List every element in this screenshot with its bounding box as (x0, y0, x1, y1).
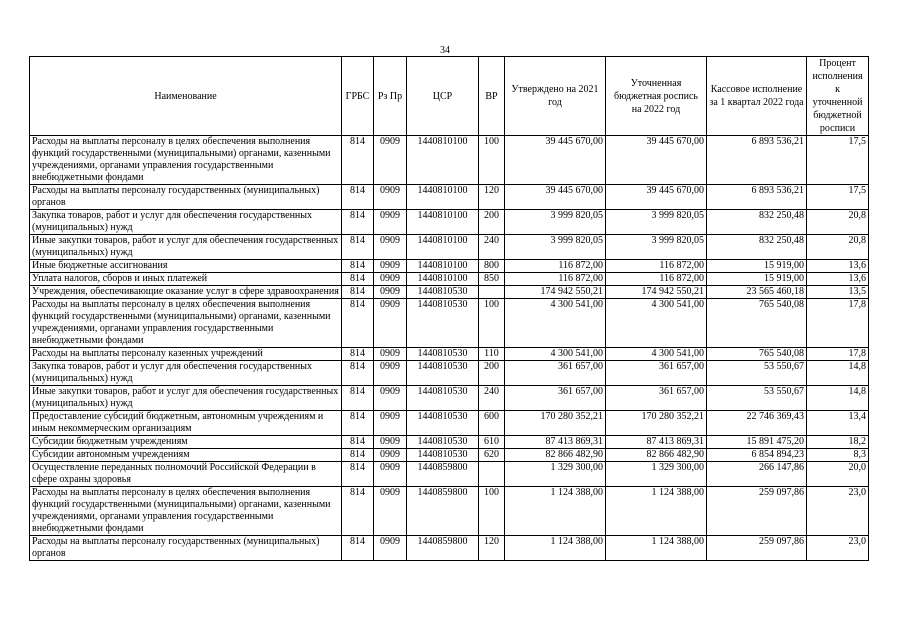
cell-vr: 100 (479, 299, 505, 348)
cell-vr: 240 (479, 386, 505, 411)
budget-table (29, 56, 869, 561)
cell-approved: 1 329 300,00 (505, 462, 606, 487)
cell-approved: 4 300 541,00 (505, 348, 606, 361)
cell-cash: 53 550,67 (707, 386, 807, 411)
cell-name: Субсидии автономным учреждениям (30, 449, 342, 462)
cell-percent: 17,5 (807, 185, 869, 210)
cell-approved: 174 942 550,21 (505, 286, 606, 299)
cell-cash: 832 250,48 (707, 210, 807, 235)
cell-percent: 14,8 (807, 361, 869, 386)
cell-refined: 3 999 820,05 (606, 210, 707, 235)
cell-approved: 39 445 670,00 (505, 185, 606, 210)
cell-csr: 1440859800 (407, 487, 479, 536)
cell-refined: 87 413 869,31 (606, 436, 707, 449)
cell-percent: 17,5 (807, 136, 869, 185)
cell-vr: 120 (479, 536, 505, 561)
cell-name: Расходы на выплаты персоналу в целях обеспечения выполнения функций государственными (муниципальными) органами, казенными учреждениями, органами управления государственными внебюджетными фондами (30, 136, 342, 185)
cell-grbs: 814 (342, 299, 374, 348)
cell-refined: 116 872,00 (606, 260, 707, 273)
cell-approved: 361 657,00 (505, 361, 606, 386)
header-rzpr: Рз Пр (374, 57, 407, 136)
table-row (30, 286, 869, 299)
cell-grbs: 814 (342, 536, 374, 561)
cell-approved: 1 124 388,00 (505, 536, 606, 561)
cell-vr: 600 (479, 411, 505, 436)
cell-name: Иные закупки товаров, работ и услуг для обеспечения государственных (муниципальных) нужд (30, 386, 342, 411)
cell-name: Иные закупки товаров, работ и услуг для обеспечения государственных (муниципальных) нужд (30, 235, 342, 260)
table-row (30, 260, 869, 273)
cell-cash: 832 250,48 (707, 235, 807, 260)
cell-approved: 3 999 820,05 (505, 210, 606, 235)
cell-vr: 850 (479, 273, 505, 286)
cell-rzpr: 0909 (374, 436, 407, 449)
cell-approved: 82 866 482,90 (505, 449, 606, 462)
cell-name: Расходы на выплаты персоналу государственных (муниципальных) органов (30, 185, 342, 210)
cell-vr: 100 (479, 487, 505, 536)
cell-name: Расходы на выплаты персоналу в целях обеспечения выполнения функций государственными (муниципальными) органами, казенными учреждениями, органами управления государственными внебюджетными фондами (30, 487, 342, 536)
cell-csr: 1440810530 (407, 348, 479, 361)
cell-cash: 266 147,86 (707, 462, 807, 487)
table-row (30, 462, 869, 487)
cell-cash: 15 919,00 (707, 260, 807, 273)
cell-percent: 13,4 (807, 411, 869, 436)
cell-grbs: 814 (342, 462, 374, 487)
cell-cash: 15 919,00 (707, 273, 807, 286)
header-row (30, 57, 869, 136)
cell-rzpr: 0909 (374, 386, 407, 411)
cell-cash: 6 854 894,23 (707, 449, 807, 462)
cell-grbs: 814 (342, 386, 374, 411)
cell-csr: 1440810530 (407, 361, 479, 386)
table-row (30, 536, 869, 561)
cell-refined: 116 872,00 (606, 273, 707, 286)
cell-name: Закупка товаров, работ и услуг для обеспечения государственных (муниципальных) нужд (30, 361, 342, 386)
table-row (30, 348, 869, 361)
cell-grbs: 814 (342, 210, 374, 235)
header-grbs: ГРБС (342, 57, 374, 136)
cell-grbs: 814 (342, 449, 374, 462)
cell-refined: 1 329 300,00 (606, 462, 707, 487)
cell-grbs: 814 (342, 411, 374, 436)
header-refined: Уточненная бюджетная роспись на 2022 год (606, 57, 707, 136)
header-name: Наименование (30, 57, 342, 136)
cell-approved: 87 413 869,31 (505, 436, 606, 449)
table-row (30, 449, 869, 462)
cell-cash: 259 097,86 (707, 536, 807, 561)
cell-approved: 4 300 541,00 (505, 299, 606, 348)
cell-vr: 800 (479, 260, 505, 273)
page-number: 34 (440, 45, 450, 56)
table-row (30, 235, 869, 260)
cell-csr: 1440810530 (407, 386, 479, 411)
cell-cash: 53 550,67 (707, 361, 807, 386)
cell-refined: 3 999 820,05 (606, 235, 707, 260)
cell-name: Учреждения, обеспечивающие оказание услуг в сфере здравоохранения (30, 286, 342, 299)
cell-csr: 1440810100 (407, 136, 479, 185)
cell-vr: 110 (479, 348, 505, 361)
cell-grbs: 814 (342, 260, 374, 273)
table-row (30, 136, 869, 185)
cell-grbs: 814 (342, 286, 374, 299)
cell-rzpr: 0909 (374, 273, 407, 286)
cell-rzpr: 0909 (374, 235, 407, 260)
table-row (30, 210, 869, 235)
cell-csr: 1440810530 (407, 286, 479, 299)
cell-csr: 1440810100 (407, 235, 479, 260)
cell-percent: 18,2 (807, 436, 869, 449)
cell-percent: 8,3 (807, 449, 869, 462)
cell-csr: 1440859800 (407, 462, 479, 487)
cell-rzpr: 0909 (374, 286, 407, 299)
cell-csr: 1440810100 (407, 273, 479, 286)
cell-name: Расходы на выплаты персоналу в целях обеспечения выполнения функций государственными (муниципальными) органами, казенными учреждениями, органами управления государственными внебюджетными фондами (30, 299, 342, 348)
cell-percent: 14,8 (807, 386, 869, 411)
cell-rzpr: 0909 (374, 411, 407, 436)
cell-rzpr: 0909 (374, 487, 407, 536)
cell-name: Субсидии бюджетным учреждениям (30, 436, 342, 449)
cell-grbs: 814 (342, 273, 374, 286)
cell-name: Расходы на выплаты персоналу казенных учреждений (30, 348, 342, 361)
cell-grbs: 814 (342, 487, 374, 536)
cell-cash: 765 540,08 (707, 348, 807, 361)
cell-vr: 610 (479, 436, 505, 449)
cell-approved: 3 999 820,05 (505, 235, 606, 260)
cell-approved: 116 872,00 (505, 260, 606, 273)
cell-name: Закупка товаров, работ и услуг для обеспечения государственных (муниципальных) нужд (30, 210, 342, 235)
cell-percent: 13,5 (807, 286, 869, 299)
cell-csr: 1440859800 (407, 536, 479, 561)
cell-csr: 1440810100 (407, 210, 479, 235)
cell-csr: 1440810530 (407, 411, 479, 436)
cell-percent: 17,8 (807, 299, 869, 348)
cell-rzpr: 0909 (374, 136, 407, 185)
cell-refined: 1 124 388,00 (606, 536, 707, 561)
header-csr: ЦСР (407, 57, 479, 136)
cell-grbs: 814 (342, 185, 374, 210)
cell-csr: 1440810100 (407, 185, 479, 210)
cell-vr: 620 (479, 449, 505, 462)
cell-name: Расходы на выплаты персоналу государственных (муниципальных) органов (30, 536, 342, 561)
cell-percent: 13,6 (807, 273, 869, 286)
cell-cash: 22 746 369,43 (707, 411, 807, 436)
cell-percent: 23,0 (807, 536, 869, 561)
cell-refined: 1 124 388,00 (606, 487, 707, 536)
cell-vr: 100 (479, 136, 505, 185)
cell-percent: 17,8 (807, 348, 869, 361)
cell-vr: 200 (479, 361, 505, 386)
cell-approved: 361 657,00 (505, 386, 606, 411)
cell-vr (479, 286, 505, 299)
table-row (30, 487, 869, 536)
cell-name: Предоставление субсидий бюджетным, автономным учреждениям и иным некоммерческим организациям (30, 411, 342, 436)
cell-approved: 116 872,00 (505, 273, 606, 286)
cell-vr (479, 462, 505, 487)
header-vr: ВР (479, 57, 505, 136)
cell-name: Уплата налогов, сборов и иных платежей (30, 273, 342, 286)
table-row (30, 185, 869, 210)
table-row (30, 273, 869, 286)
cell-csr: 1440810530 (407, 449, 479, 462)
cell-percent: 13,6 (807, 260, 869, 273)
cell-refined: 170 280 352,21 (606, 411, 707, 436)
cell-name: Иные бюджетные ассигнования (30, 260, 342, 273)
cell-rzpr: 0909 (374, 462, 407, 487)
table-row (30, 386, 869, 411)
cell-rzpr: 0909 (374, 299, 407, 348)
cell-refined: 82 866 482,90 (606, 449, 707, 462)
cell-rzpr: 0909 (374, 361, 407, 386)
cell-grbs: 814 (342, 136, 374, 185)
cell-rzpr: 0909 (374, 348, 407, 361)
cell-refined: 39 445 670,00 (606, 185, 707, 210)
cell-refined: 39 445 670,00 (606, 136, 707, 185)
cell-rzpr: 0909 (374, 536, 407, 561)
cell-refined: 4 300 541,00 (606, 299, 707, 348)
cell-rzpr: 0909 (374, 210, 407, 235)
cell-rzpr: 0909 (374, 185, 407, 210)
cell-approved: 1 124 388,00 (505, 487, 606, 536)
cell-csr: 1440810530 (407, 436, 479, 449)
cell-csr: 1440810530 (407, 299, 479, 348)
cell-grbs: 814 (342, 348, 374, 361)
cell-cash: 6 893 536,21 (707, 136, 807, 185)
cell-csr: 1440810100 (407, 260, 479, 273)
header-approved: Утверждено на 2021 год (505, 57, 606, 136)
cell-refined: 174 942 550,21 (606, 286, 707, 299)
cell-grbs: 814 (342, 235, 374, 260)
table-row (30, 411, 869, 436)
cell-approved: 39 445 670,00 (505, 136, 606, 185)
cell-percent: 20,8 (807, 235, 869, 260)
cell-refined: 361 657,00 (606, 386, 707, 411)
cell-cash: 15 891 475,20 (707, 436, 807, 449)
cell-rzpr: 0909 (374, 260, 407, 273)
cell-cash: 259 097,86 (707, 487, 807, 536)
cell-name: Осуществление переданных полномочий Российской Федерации в сфере охраны здоровья (30, 462, 342, 487)
header-cash: Кассовое исполнение за 1 квартал 2022 года (707, 57, 807, 136)
cell-approved: 170 280 352,21 (505, 411, 606, 436)
cell-cash: 765 540,08 (707, 299, 807, 348)
cell-rzpr: 0909 (374, 449, 407, 462)
cell-percent: 20,8 (807, 210, 869, 235)
cell-refined: 361 657,00 (606, 361, 707, 386)
cell-percent: 20,0 (807, 462, 869, 487)
cell-refined: 4 300 541,00 (606, 348, 707, 361)
cell-cash: 6 893 536,21 (707, 185, 807, 210)
header-percent: Процент исполнения к уточненной бюджетной росписи (807, 57, 869, 136)
table-row (30, 436, 869, 449)
cell-vr: 200 (479, 210, 505, 235)
cell-grbs: 814 (342, 436, 374, 449)
cell-vr: 240 (479, 235, 505, 260)
cell-cash: 23 565 460,18 (707, 286, 807, 299)
cell-vr: 120 (479, 185, 505, 210)
cell-grbs: 814 (342, 361, 374, 386)
cell-percent: 23,0 (807, 487, 869, 536)
table-row (30, 299, 869, 348)
table-row (30, 361, 869, 386)
